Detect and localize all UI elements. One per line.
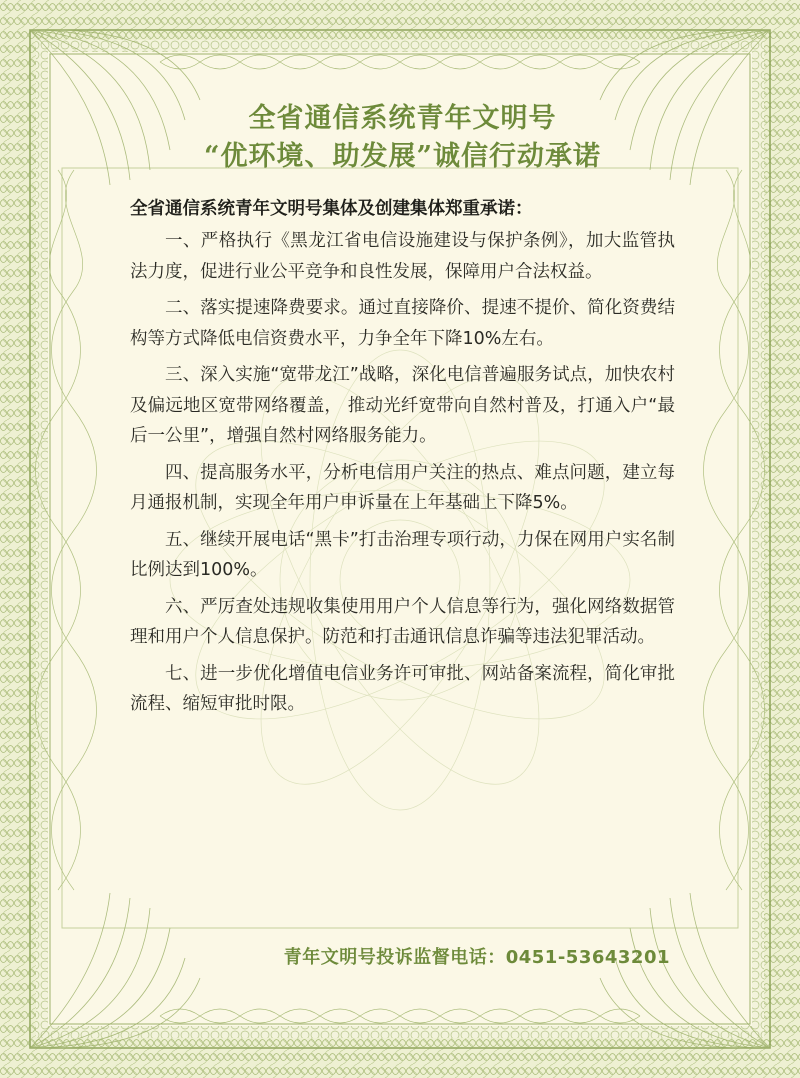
- pledge-item-4: 四、提高服务水平，分析电信用户关注的热点、难点问题，建立每月通报机制，实现全年用户申诉量在上年基础上下降5%。: [130, 462, 675, 513]
- pledge-item-2: 二、落实提速降费要求。通过直接降价、提速不提价、简化资费结构等方式降低电信资费水平，力争全年下降10%左右。: [130, 298, 675, 349]
- pledge-item-1: 一、严格执行《黑龙江省电信设施建设与保护条例》，加大监管执法力度，促进行业公平竞争和良性发展，保障用户合法权益。: [130, 231, 675, 282]
- title-line-2: “优环境、助发展”诚信行动承诺: [203, 141, 602, 172]
- document-body: [130, 100, 675, 726]
- pledge-item-3: 三、深入实施“宽带龙江”战略，深化电信普遍服务试点，加快农村及偏远地区宽带网络覆盖， 推动光纤宽带向自然村普及，打通入户“最后一公里”，增强自然村网络服务能力。: [130, 365, 675, 446]
- pledge-item-5: 五、继续开展电话“黑卡”打击治理专项行动，力保在网用户实名制比例达到100%。: [130, 529, 675, 580]
- document-title: [130, 100, 675, 176]
- title-line-1: 全省通信系统青年文明号: [248, 103, 557, 134]
- pledge-lead: 全省通信系统青年文明号集体及创建集体郑重承诺：: [130, 199, 533, 219]
- pledge-item-6: 六、严厉查处违规收集使用用户个人信息等行为，强化网络数据管理和用户个人信息保护。防范和打击通讯信息诈骗等违法犯罪活动。: [130, 596, 675, 647]
- complaint-hotline: 青年文明号投诉监督电话：0451-53643201: [283, 947, 670, 968]
- pledge-item-7: 七、进一步优化增值电信业务许可审批、网站备案流程，简化审批流程、缩短审批时限。: [130, 663, 675, 714]
